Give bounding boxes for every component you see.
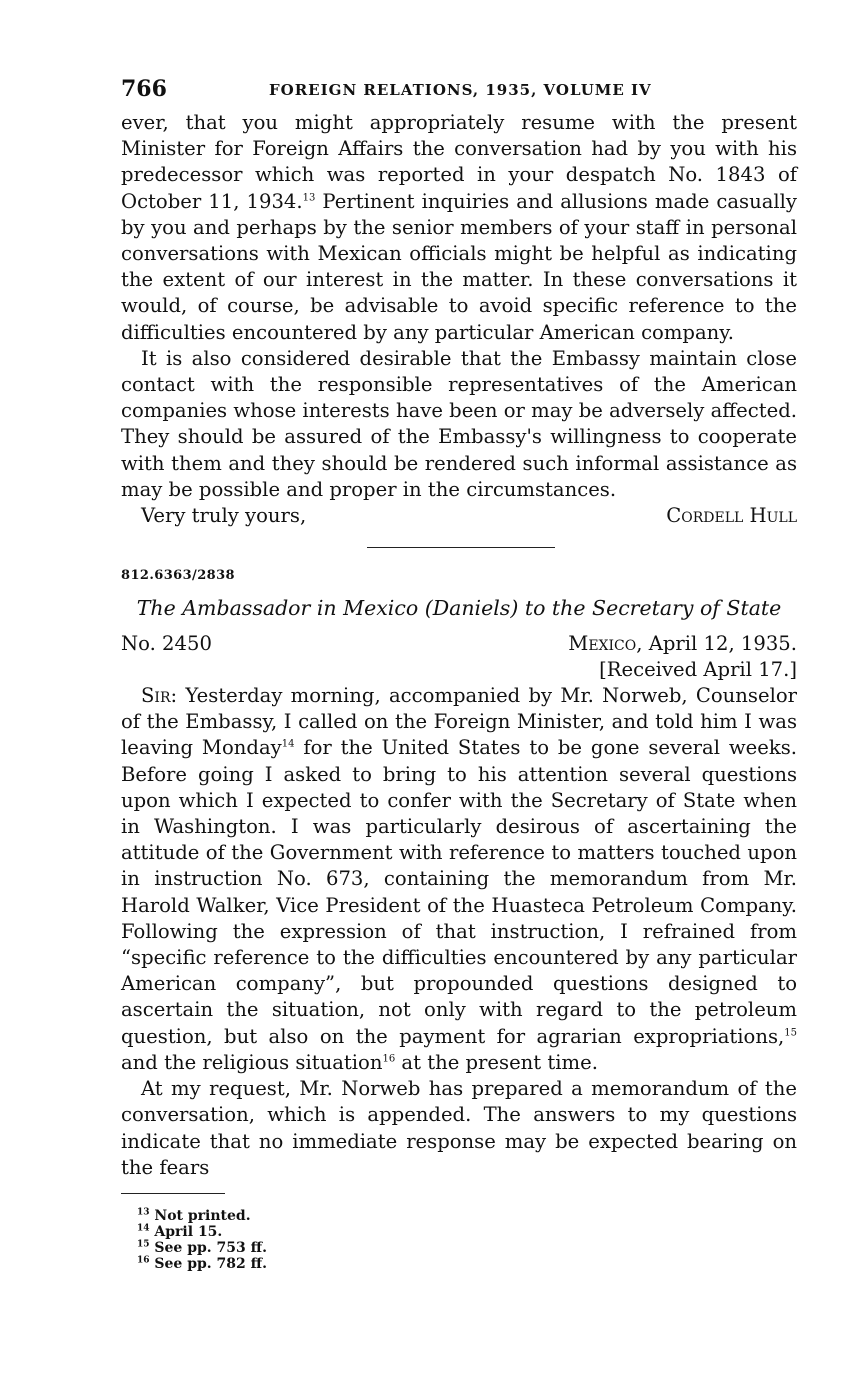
letter-closing (121, 503, 797, 531)
footnote-ref-14: 14 (281, 738, 295, 750)
paragraph-text: ever, that you might appropriately resume with the present Minister for Foreign Affairs the conversation had by you with his predecessor which was reported in your despatch No. 1843 of October 11, 1934. (121, 111, 797, 213)
footnote-text: See pp. 782 ff. (154, 1255, 267, 1272)
body-paragraph: At my request, Mr. Norweb has prepared a memorandum of the conversation, which is appended. The answers to my questions indicate that no immediate response may be expected bearing on the fears (121, 1077, 797, 1179)
footnote-ref-16: 16 (382, 1053, 396, 1065)
paragraph-text: : Yesterday morning, accompanied by Mr. Norweb, Counselor of the Embassy, I called on the Foreign Minister, and told him I was leaving Monday (121, 684, 797, 760)
footnote (121, 1240, 797, 1256)
paragraph-text: at the present time. (395, 1050, 598, 1074)
date: , April 12, 1935. (636, 632, 797, 656)
footnote-marker: 13 (137, 1207, 150, 1218)
footnote (121, 1256, 797, 1272)
body-paragraph: It is also considered desirable that the Embassy maintain close contact with the responsible representatives of the American companies whose interests have been or may be adversely affected. They should be assured of the Embassy's willingness to cooperate with them and they should be rendered such informal assistance as may be possible and proper in the circumstances. (121, 346, 797, 501)
page-number: 766 (121, 76, 167, 102)
paragraph-text: for the United States to be gone several weeks. Before going I asked to bring to his attention several questions upon which I expected to confer with the Secretary of State when in Washington. I was particularly desirous of ascertaining the attitude of the Government with reference to matters touched upon in instruction No. 673, containing the memorandum from Mr. Harold Walker, Vice President of the Huasteca Petroleum Company. Following the expression of that instruction, I refrained from “specific reference to the difficulties encountered by any particular American company”, but propounded questions designed to ascertain the situation, not only with regard to the petroleum question, but also on the payment for agrarian expropriations, (121, 736, 797, 1048)
footnote-text: Not printed. (154, 1207, 251, 1224)
section-divider (367, 547, 555, 548)
salutation: Sir (141, 684, 171, 708)
footnote-text: April 15. (154, 1223, 223, 1240)
body-paragraph (121, 110, 797, 346)
footnote-marker: 15 (137, 1239, 150, 1250)
footnote-ref-13: 13 (302, 192, 316, 204)
document-title: The Ambassador in Mexico (Daniels) to the Secretary of State (136, 596, 782, 621)
footnote-divider (121, 1193, 225, 1194)
document-meta (121, 631, 797, 683)
received-date: [Received April 17.] (599, 658, 797, 682)
running-title: FOREIGN RELATIONS, 1935, VOLUME IV (269, 81, 652, 99)
footnote (121, 1208, 797, 1224)
footnote-marker: 14 (137, 1223, 150, 1234)
paragraph-text: Pertinent inquiries and allusions made casually by you and perhaps by the senior members of your staff in personal conversations with Mexican officials might be helpful as indicating the extent of our interest in the matter. In these conversations it would, of course, be advisable to avoid specific reference to the difficulties encountered by any particular American company. (121, 189, 797, 344)
place-date (568, 631, 797, 657)
document-page (121, 76, 797, 1272)
despatch-number: No. 2450 (121, 632, 212, 656)
page-header (121, 76, 797, 110)
paragraph-text: and the religious situation (121, 1050, 383, 1074)
footnote-ref-15: 15 (784, 1027, 797, 1039)
footnotes (121, 1208, 797, 1272)
footnote (121, 1224, 797, 1240)
complimentary-close: Very truly yours, (141, 504, 307, 528)
footnote-text: See pp. 753 ff. (154, 1239, 267, 1256)
body-paragraph (121, 683, 797, 1076)
signature: Cordell Hull (666, 504, 797, 528)
place: Mexico (568, 632, 637, 656)
file-number: 812.6363/2838 (121, 568, 235, 584)
footnote-marker: 16 (137, 1255, 150, 1266)
